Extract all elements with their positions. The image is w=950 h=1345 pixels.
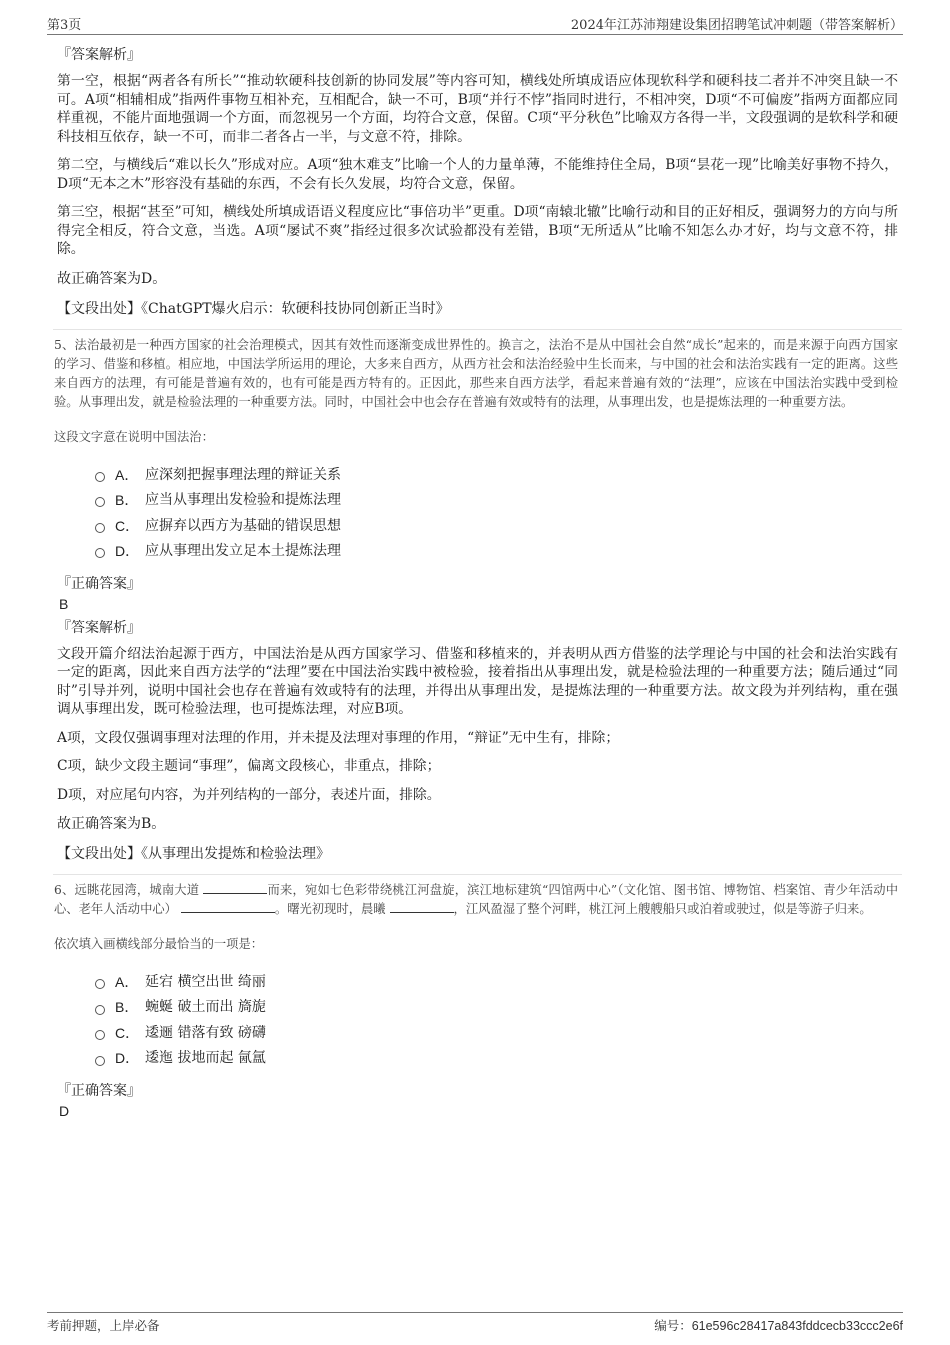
option-b[interactable]: B． 应当从事理出发检验和提炼法理 bbox=[95, 488, 898, 514]
option-b[interactable]: B． 蜿蜒 破土而出 旖旎 bbox=[95, 995, 898, 1021]
option-a[interactable]: A． 应深刻把握事理法理的辩证关系 bbox=[95, 463, 898, 489]
fill-blank bbox=[203, 881, 267, 894]
fill-blank bbox=[181, 900, 275, 913]
option-c[interactable]: C． 逶逦 错落有致 磅礴 bbox=[95, 1021, 898, 1047]
page-number: 第3页 bbox=[47, 18, 82, 33]
analysis-tag: 『答案解析』 bbox=[57, 619, 141, 636]
analysis-paragraph: 第二空，与横线后“难以长久”形成对应。A项“独木难支”比喻一个人的力量单薄，不能维持住全局，B项“昙花一现”比喻美好事物不持久，D项“无本之木”形容没有基础的东西，不会有长久发展，均符合文意，保留。 bbox=[57, 157, 898, 192]
page-footer bbox=[47, 1312, 903, 1335]
document-id: 编号：61e596c28417a843fddcecb33ccc2e6f bbox=[654, 1319, 903, 1333]
footer-slogan: 考前押题，上岸必备 bbox=[47, 1318, 160, 1333]
final-answer-line: 故正确答案为D。 bbox=[57, 270, 167, 287]
analysis-paragraph: 第三空，根据“甚至”可知，横线处所填成语语义程度应比“事倍功半”更重。D项“南辕北辙”比喻行动和目的正好相反，强调努力的方向与所得完全相反，符合文意，当选。A项“屡试不爽”指经过很多次试验都没有差错，B项“无所适从”比喻不知怎么办才好，均与文意不符，排除。 bbox=[57, 204, 898, 257]
radio-button-icon[interactable] bbox=[95, 979, 105, 989]
analysis-paragraph: 第一空，根据“两者各有所长”“推动软硬科技创新的协同发展”等内容可知，横线处所填成语应体现软科学和硬科技二者并不冲突且缺一不可。A项“相辅相成”指两件事物互相补充，互相配合，缺一不可，B项“并行不悖”指同时进行，不相冲突，D项“不可偏废”指两方面都应同样重视，不能片面地强调一个方面，而忽视另一个方面，均符合文意，保留。C项“平分秋色”比喻双方各得一半，文段强调的是软科学和硬科技相互依存，缺一不可，而非二者各占一半，与文意不符，排除。 bbox=[57, 73, 898, 145]
option-d[interactable]: D． 逶迤 拔地而起 氤氲 bbox=[95, 1046, 898, 1072]
option-a[interactable]: A． 延宕 横空出世 绮丽 bbox=[95, 970, 898, 996]
question-prompt: 这段文字意在说明中国法治： bbox=[54, 429, 214, 444]
option-d[interactable]: D． 应从事理出发立足本土提炼法理 bbox=[95, 539, 898, 565]
correct-answer: B bbox=[59, 595, 69, 612]
passage-source: 【文段出处】《从事理出发提炼和检验法理》 bbox=[57, 846, 330, 863]
fill-blank bbox=[390, 900, 454, 913]
analysis-paragraph: A项，文段仅强调事理对法理的作用，并未提及法理对事理的作用，“辩证”无中生有，排除； bbox=[57, 729, 620, 746]
radio-button-icon[interactable] bbox=[95, 497, 105, 507]
page-header bbox=[47, 12, 903, 35]
question-divider bbox=[53, 329, 902, 330]
question-divider bbox=[53, 874, 902, 875]
options-list bbox=[95, 970, 898, 1072]
question-stem: 5、法治最初是一种西方国家的社会治理模式，因其有效性而逐渐变成世界性的。换言之，法治不是从中国社会自然“成长”起来的，而是来源于向西方国家的学习、借鉴和移植。相应地，中国法学所运用的理论，大多来自西方，从西方社会和法治经验中生长而来，与中国的社会和法治实践有一定的距离。这些来自西方的法理，有可能是普遍有效的，也有可能是西方特有的。正因此，那些来自西方法学，看起来普遍有效的“法理”，应该在中国法治实践中受到检验。从事理出发，就是检验法理的一种重要方法。同时，中国社会中也会存在普遍有效或特有的法理，从事理出发，也是提炼法理的一种重要方法。 bbox=[54, 337, 898, 410]
option-c[interactable]: C． 应摒弃以西方为基础的错误思想 bbox=[95, 514, 898, 540]
question-stem: 6、远眺花园湾，城南大道 而来，宛如七色彩带绕桃江河盘旋，滨江地标建筑“四馆两中心”（文化馆、图书馆、博物馆、档案馆、青少年活动中心、老年人活动中心） 。曙光初现时，晨曦 ，江风盈湿了整个河畔，桃江河上艘艘船只或泊着或驶过，似是等游子归来。 bbox=[54, 883, 898, 917]
question-prompt: 依次填入画横线部分最恰当的一项是： bbox=[54, 936, 264, 951]
radio-button-icon[interactable] bbox=[95, 472, 105, 482]
passage-source: 【文段出处】《ChatGPT爆火启示：软硬科技协同创新正当时》 bbox=[57, 300, 450, 317]
analysis-tag: 『答案解析』 bbox=[57, 47, 141, 63]
analysis-paragraph: C项，缺少文段主题词“事理”，偏离文段核心，非重点，排除； bbox=[57, 758, 441, 775]
document-title: 2024年江苏沛翔建设集团招聘笔试冲刺题（带答案解析） bbox=[570, 18, 903, 33]
analysis-paragraph: D项，对应尾句内容，为并列结构的一部分，表述片面，排除。 bbox=[57, 786, 441, 803]
final-answer-line: 故正确答案为B。 bbox=[57, 816, 166, 833]
radio-button-icon[interactable] bbox=[95, 1030, 105, 1040]
answer-tag: 『正确答案』 bbox=[57, 1082, 141, 1099]
correct-answer: D bbox=[59, 1102, 70, 1119]
page-content bbox=[54, 44, 898, 1124]
radio-button-icon[interactable] bbox=[95, 1005, 105, 1015]
answer-tag: 『正确答案』 bbox=[57, 575, 141, 592]
options-list bbox=[95, 463, 898, 565]
radio-button-icon[interactable] bbox=[95, 548, 105, 558]
radio-button-icon[interactable] bbox=[95, 1056, 105, 1066]
analysis-paragraph: 文段开篇介绍法治起源于西方，中国法治是从西方国家学习、借鉴和移植来的，并表明从西方借鉴的法学理论与中国的社会和法治实践有一定的距离，因此来自西方法学的“法理”要在中国法治实践中被检验，接着指出从事理出发，就是检验法理的一种重要方法；随后通过“同时”引导并列，说明中国社会也存在普遍有效或特有的法理，并得出从事理出发，是提炼法理的一种重要方法。故文段为并列结构，重在强调从事理出发，既可检验法理，也可提炼法理，对应B项。 bbox=[57, 645, 898, 718]
radio-button-icon[interactable] bbox=[95, 523, 105, 533]
